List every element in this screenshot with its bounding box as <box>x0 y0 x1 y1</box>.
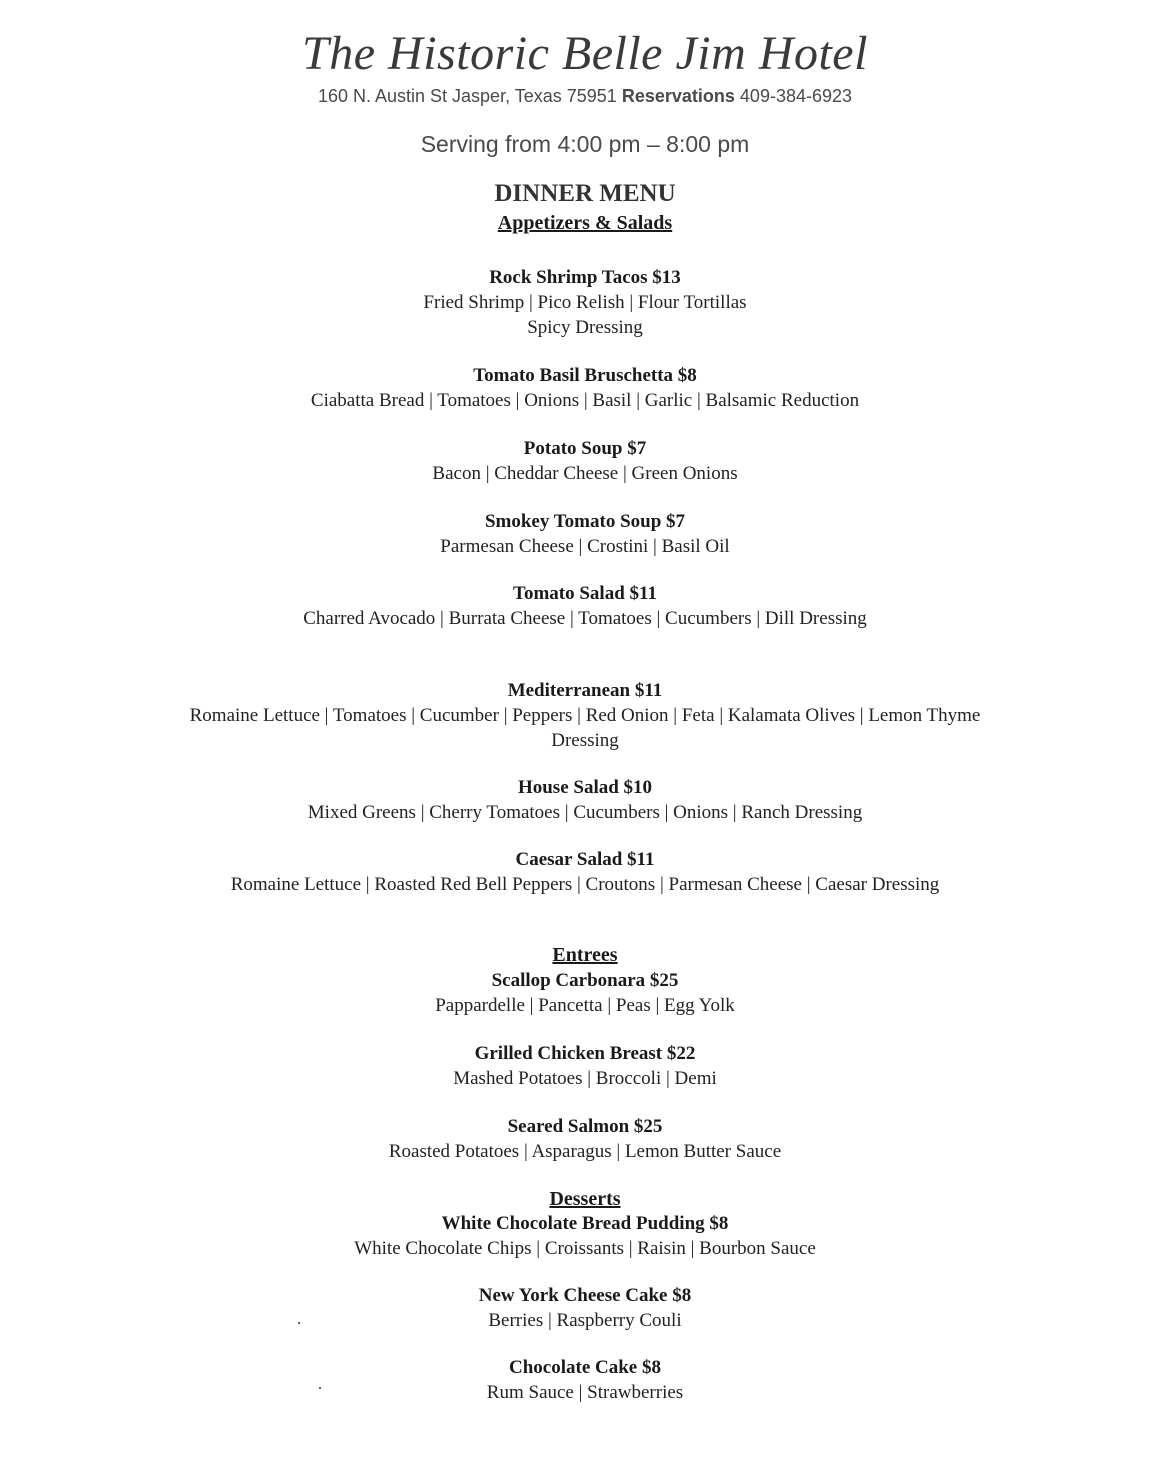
menu-item <box>0 364 1170 413</box>
menu-item <box>0 1284 1170 1333</box>
menu-item <box>0 437 1170 486</box>
item-name: Tomato Salad $11 <box>513 583 657 604</box>
menu-item <box>0 266 1170 340</box>
item-name: Caesar Salad $11 <box>515 849 655 870</box>
item-description: Romaine Lettuce | Tomatoes | Cucumber | Peppers | Red Onion | Feta | Kalamata Olives | Lemon Thyme <box>189 705 981 726</box>
item-description: Roasted Potatoes | Asparagus | Lemon Butter Sauce <box>388 1141 782 1162</box>
item-description: White Chocolate Chips | Croissants | Raisin | Bourbon Sauce <box>354 1238 816 1259</box>
item-name: Potato Soup $7 <box>523 438 647 459</box>
item-description: Pappardelle | Pancetta | Peas | Egg Yolk <box>435 995 735 1016</box>
reservations-label: Reservations <box>621 86 735 106</box>
menu-item <box>0 510 1170 559</box>
item-name: House Salad $10 <box>517 777 653 798</box>
item-description: Romaine Lettuce | Roasted Red Bell Peppers | Croutons | Parmesan Cheese | Caesar Dressing <box>230 874 940 895</box>
item-description: Mashed Potatoes | Broccoli | Demi <box>453 1068 717 1089</box>
item-description: Ciabatta Bread | Tomatoes | Onions | Basil | Garlic | Balsamic Reduction <box>310 390 860 411</box>
menu-item <box>0 1356 1170 1405</box>
item-description-cont: Spicy Dressing <box>527 317 643 338</box>
item-name: Chocolate Cake $8 <box>509 1357 661 1378</box>
menu-item <box>0 1212 1170 1261</box>
scan-speck <box>319 1387 321 1389</box>
item-name: Grilled Chicken Breast $22 <box>474 1043 696 1064</box>
menu-item <box>0 582 1170 631</box>
item-name: Smokey Tomato Soup $7 <box>484 511 686 532</box>
phone-number: 409-384-6923 <box>739 86 853 106</box>
address-line <box>0 86 1170 107</box>
serving-hours: Serving from 4:00 pm – 8:00 pm <box>420 131 750 157</box>
section-heading-appetizers: Appetizers & Salads <box>497 212 673 234</box>
section-heading-desserts: Desserts <box>549 1188 621 1210</box>
item-name: New York Cheese Cake $8 <box>478 1285 692 1306</box>
item-name: Scallop Carbonara $25 <box>491 970 679 991</box>
item-name: White Chocolate Bread Pudding $8 <box>441 1213 729 1234</box>
item-name: Tomato Basil Bruschetta $8 <box>473 365 697 386</box>
item-description: Berries | Raspberry Couli <box>488 1310 682 1331</box>
item-description: Rum Sauce | Strawberries <box>486 1382 684 1403</box>
item-description: Charred Avocado | Burrata Cheese | Tomatoes | Cucumbers | Dill Dressing <box>303 608 867 629</box>
hotel-name: The Historic Belle Jim Hotel <box>302 27 868 80</box>
address: 160 N. Austin St Jasper, Texas 75951 <box>317 86 617 106</box>
menu-item <box>0 679 1170 753</box>
menu-item <box>0 1042 1170 1091</box>
item-description: Fried Shrimp | Pico Relish | Flour Tortillas <box>423 292 747 313</box>
menu-item <box>0 848 1170 897</box>
item-name: Rock Shrimp Tacos $13 <box>489 267 681 288</box>
item-description: Parmesan Cheese | Crostini | Basil Oil <box>440 536 730 557</box>
item-name: Seared Salmon $25 <box>507 1116 663 1137</box>
menu-item <box>0 776 1170 825</box>
scan-speck <box>298 1322 300 1324</box>
section-heading-entrees: Entrees <box>552 944 618 966</box>
menu-item <box>0 1115 1170 1164</box>
item-name: Mediterranean $11 <box>507 680 663 701</box>
item-description-cont: Dressing <box>551 730 619 751</box>
item-description: Mixed Greens | Cherry Tomatoes | Cucumbers | Onions | Ranch Dressing <box>307 802 863 823</box>
item-description: Bacon | Cheddar Cheese | Green Onions <box>432 463 738 484</box>
menu-item <box>0 969 1170 1018</box>
menu-title: DINNER MENU <box>494 180 676 207</box>
